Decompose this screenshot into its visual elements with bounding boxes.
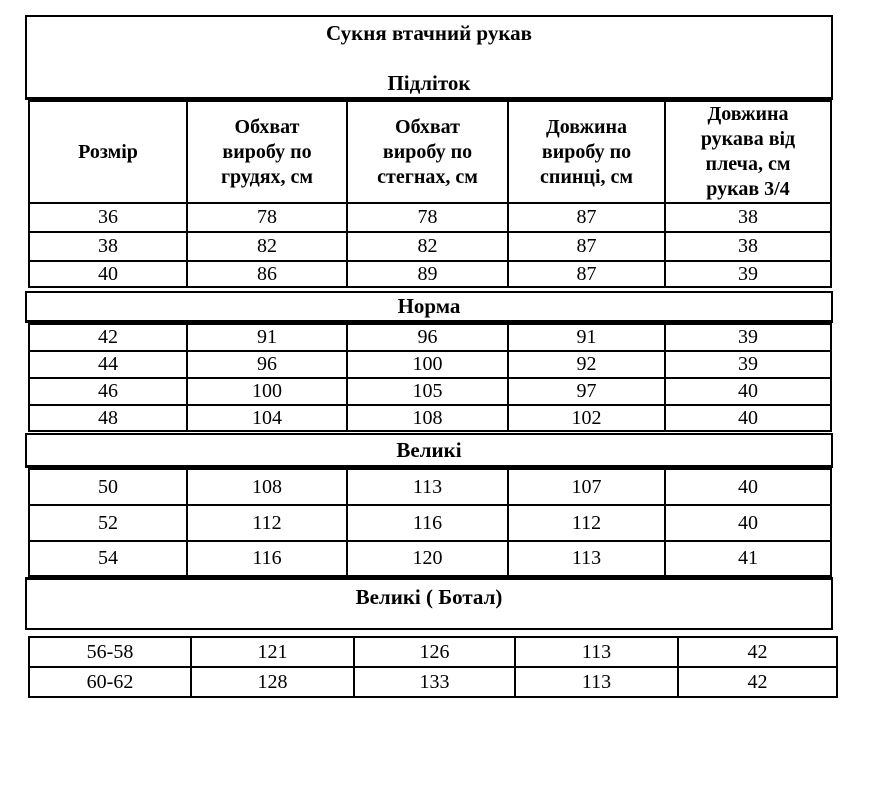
table-cell: 100 (347, 351, 508, 378)
column-header-line: стегнах, см (377, 165, 478, 188)
table-cell: 40 (29, 261, 187, 287)
table-cell: 36 (29, 203, 187, 232)
table-cell: 92 (508, 351, 665, 378)
section-label: Великі ( Ботал) (355, 585, 503, 609)
table-cell: 113 (515, 667, 678, 697)
table-cell: 48 (29, 405, 187, 431)
table-cell: 120 (347, 541, 508, 576)
size-table-teen (28, 100, 832, 288)
column-header-line: виробу по (541, 140, 632, 163)
table-cell: 126 (354, 637, 515, 667)
column-header-line: рукава від (700, 128, 796, 150)
column-header-chest (187, 101, 347, 203)
table-row (29, 405, 831, 431)
table-cell: 104 (187, 405, 347, 431)
section-header-norma (25, 291, 833, 323)
table-cell: 56-58 (29, 637, 191, 667)
table-cell: 52 (29, 505, 187, 541)
table-row (29, 505, 831, 541)
table-cell: 100 (187, 378, 347, 405)
column-header-back-length (508, 101, 665, 203)
table-cell: 107 (508, 469, 665, 505)
table-cell: 42 (29, 324, 187, 351)
table-row (29, 261, 831, 287)
table-row (29, 667, 837, 697)
table-cell: 113 (508, 541, 665, 576)
table-cell: 40 (665, 405, 831, 431)
column-header-line: Обхват (234, 115, 300, 138)
table-row (29, 637, 837, 667)
column-header-line: спинці, см (539, 165, 634, 188)
table-cell: 42 (678, 667, 837, 697)
table-cell: 39 (665, 261, 831, 287)
table-row (29, 203, 831, 232)
table-cell: 116 (187, 541, 347, 576)
column-header-size (29, 101, 187, 203)
table-cell: 41 (665, 541, 831, 576)
column-header-line: Обхват (395, 115, 460, 138)
table-cell: 96 (187, 351, 347, 378)
table-cell: 128 (191, 667, 354, 697)
column-header-line: Довжина (545, 115, 628, 138)
table-cell: 46 (29, 378, 187, 405)
section-label: Великі (396, 437, 462, 462)
table-cell: 91 (508, 324, 665, 351)
table-cell: 97 (508, 378, 665, 405)
table-row (29, 232, 831, 261)
table-cell: 108 (347, 405, 508, 431)
table-cell: 40 (665, 469, 831, 505)
size-table-norma (28, 323, 832, 432)
column-header-line: рукав 3/4 (706, 178, 790, 200)
column-header-sleeve (665, 101, 831, 203)
title-spacer (27, 46, 831, 71)
table-cell: 133 (354, 667, 515, 697)
table-cell: 38 (665, 203, 831, 232)
table-cell: 113 (515, 637, 678, 667)
column-header-line: плеча, см (705, 153, 791, 175)
table-cell: 54 (29, 541, 187, 576)
table-row (29, 324, 831, 351)
table-cell: 87 (508, 232, 665, 261)
table-cell: 108 (187, 469, 347, 505)
table-cell: 112 (508, 505, 665, 541)
table-cell: 105 (347, 378, 508, 405)
column-header-hips (347, 101, 508, 203)
column-header-line: виробу по (382, 140, 473, 163)
table-cell: 50 (29, 469, 187, 505)
table-row (29, 378, 831, 405)
header-row (29, 101, 831, 203)
table-row (29, 351, 831, 378)
table-cell: 102 (508, 405, 665, 431)
table-cell: 91 (187, 324, 347, 351)
group-title: Підліток (387, 71, 471, 95)
table-cell: 60-62 (29, 667, 191, 697)
table-cell: 78 (347, 203, 508, 232)
column-header-line: виробу по (222, 140, 312, 163)
section-header-velyki (25, 433, 833, 468)
column-header-line: Довжина (707, 103, 789, 125)
table-cell: 86 (187, 261, 347, 287)
product-title: Сукня втачний рукав (326, 21, 532, 45)
size-table-botal (28, 636, 838, 698)
table-cell: 42 (678, 637, 837, 667)
table-cell: 96 (347, 324, 508, 351)
table-cell: 116 (347, 505, 508, 541)
table-cell: 82 (187, 232, 347, 261)
table-cell: 112 (187, 505, 347, 541)
table-cell: 38 (665, 232, 831, 261)
table-cell: 40 (665, 505, 831, 541)
table-cell: 82 (347, 232, 508, 261)
table-cell: 113 (347, 469, 508, 505)
table-cell: 87 (508, 261, 665, 287)
table-cell: 38 (29, 232, 187, 261)
table-cell: 78 (187, 203, 347, 232)
column-header-line: грудях, см (220, 165, 314, 188)
table-cell: 39 (665, 324, 831, 351)
column-header-line: Розмір (78, 140, 138, 163)
table-cell: 87 (508, 203, 665, 232)
table-cell: 121 (191, 637, 354, 667)
table-cell: 44 (29, 351, 187, 378)
table-title-block (25, 15, 833, 100)
table-row (29, 541, 831, 576)
table-cell: 40 (665, 378, 831, 405)
table-row (29, 469, 831, 505)
size-table-velyki (28, 468, 832, 577)
section-header-botal (25, 577, 833, 630)
section-label: Норма (397, 294, 461, 318)
table-cell: 89 (347, 261, 508, 287)
table-cell: 39 (665, 351, 831, 378)
